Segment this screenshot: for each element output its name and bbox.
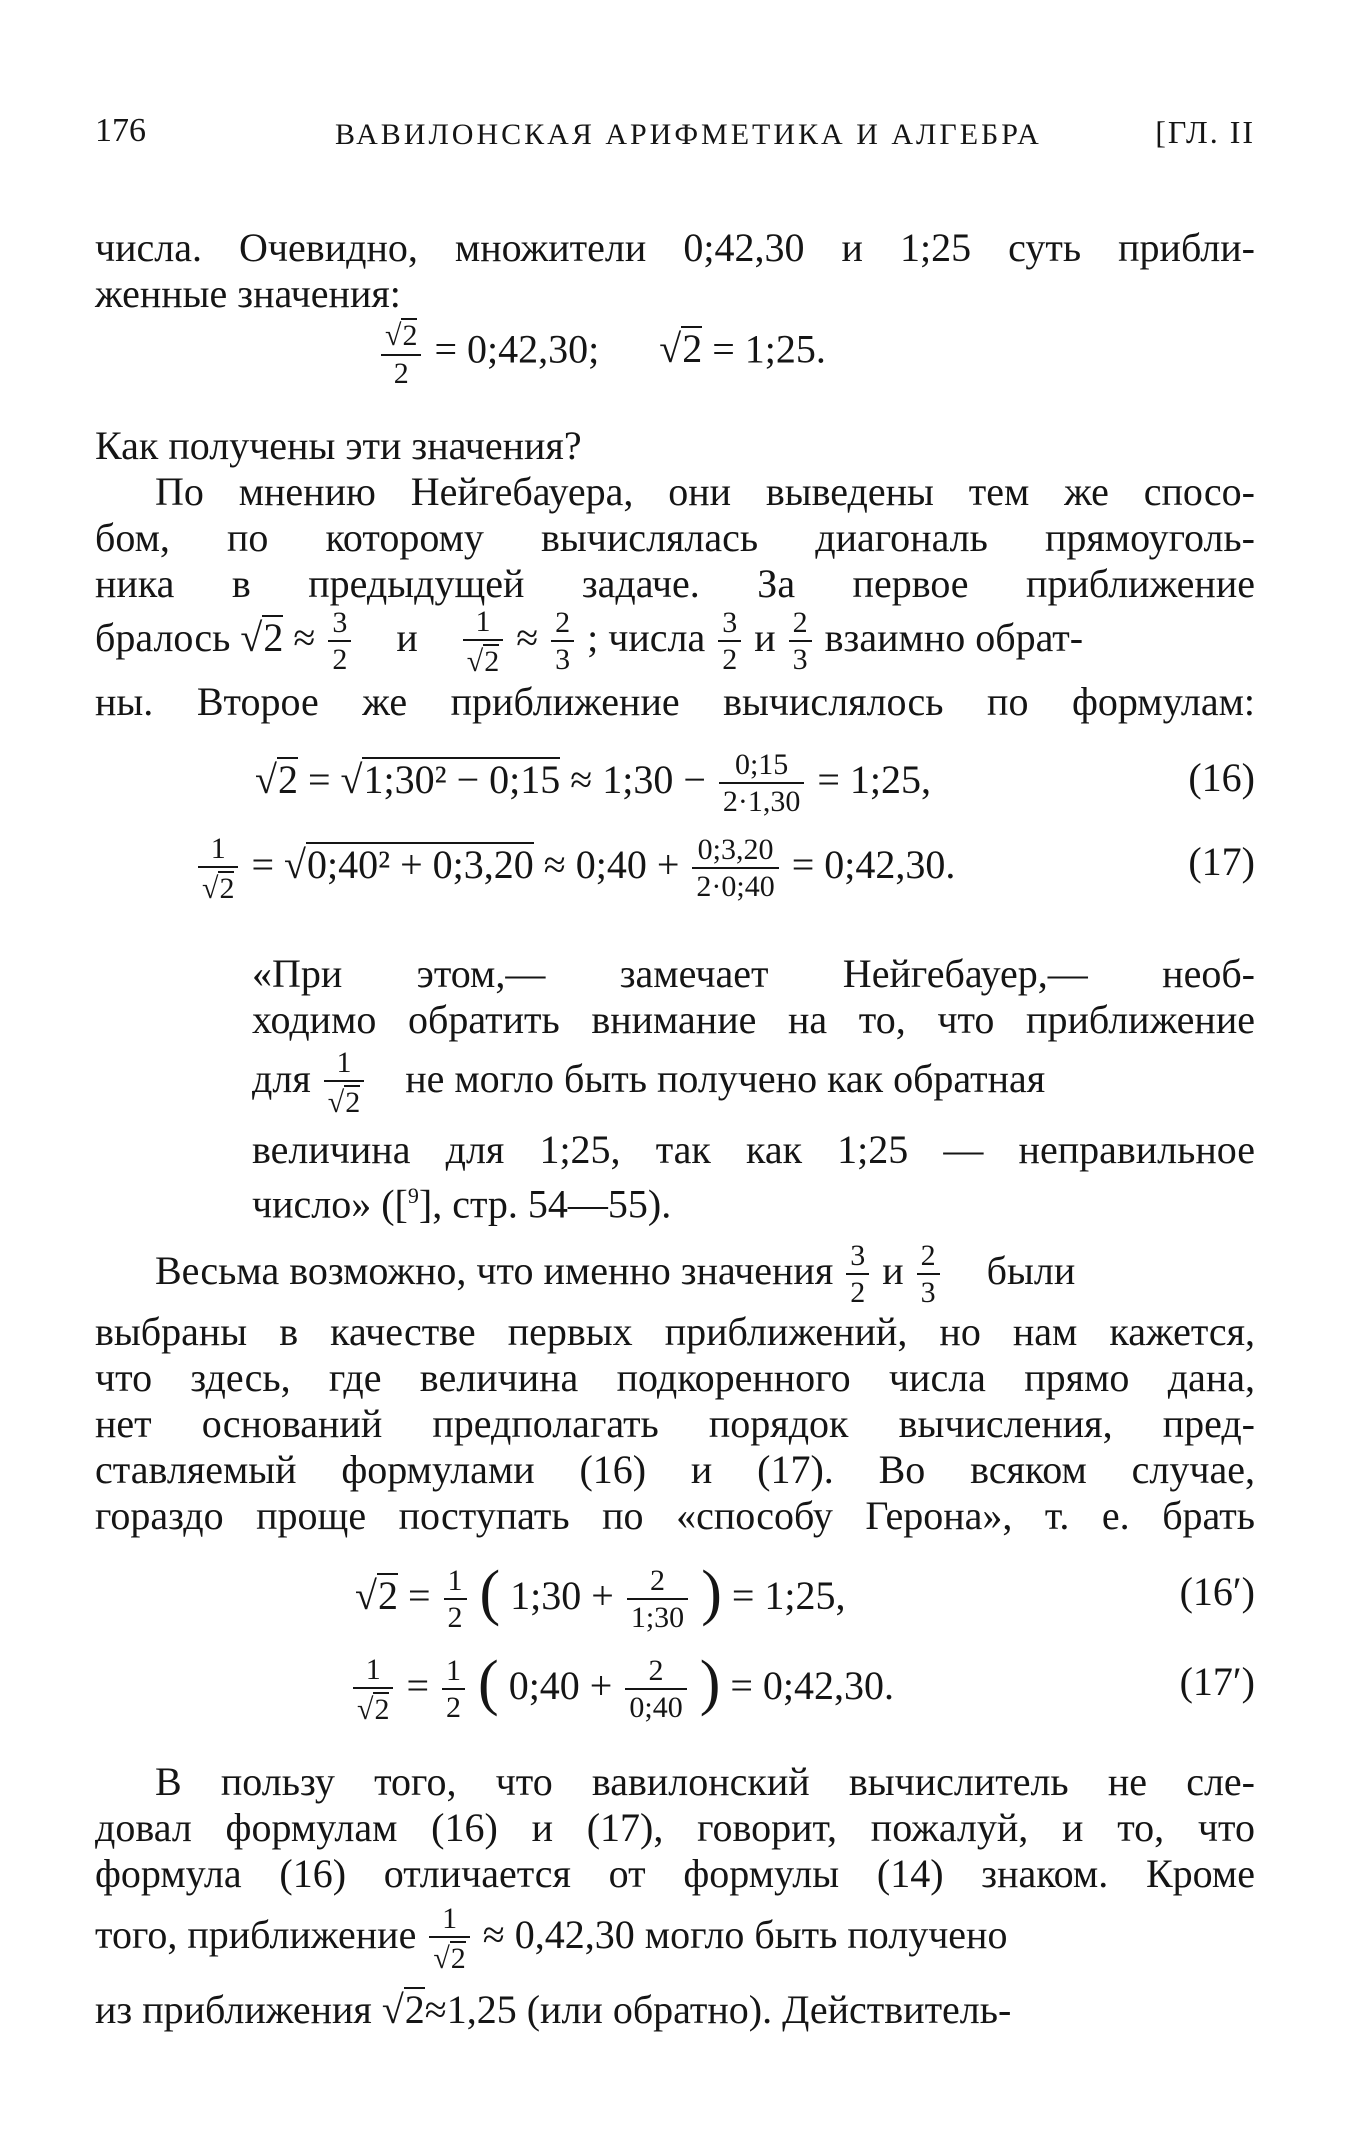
fraction: $\frac{2}{0;40}$	[625, 1656, 686, 1723]
equation-16: √2 = √1;30² − 0;15 ≈ 1;30 − $\frac{0;15}{2\cdot 1,30}$ = 1;25,	[255, 740, 931, 820]
fraction-3-2: $\frac{3}{2}$	[328, 608, 351, 675]
text-line: выбраны в качестве первых приближений, но нам кажется,	[95, 1309, 1255, 1354]
fraction-1-sqrt2: $\frac{1}{√2}$	[324, 1048, 364, 1119]
text-line-with-fractions: Весьма возможно, что именно значения $\frac{3}{2}$ и $\frac{2}{3}$ были	[155, 1239, 1076, 1310]
equation-17-prime: $\frac{1}{√2}$ = $\frac{1}{2}$ ( 0;40 + $\frac{2}{0;40}$ ) = 0;42,30.	[350, 1638, 894, 1734]
equation-sqrt2	[378, 318, 826, 389]
text-line-with-radical: из приближения √2≈1,25 (или обратно). Действитель-	[95, 1984, 1255, 2036]
citation-ref: 9	[407, 1183, 419, 1208]
fraction: $\frac{0;3,20}{2\cdot 0;40}$	[692, 835, 778, 902]
quote-line-with-fraction: для $\frac{1}{√2}$ не могло быть получено как обратная	[252, 1045, 1046, 1119]
fraction-one-half: $\frac{1}{2}$	[442, 1656, 465, 1723]
radical: √2	[355, 1573, 398, 1618]
text-line: Как получены эти значения?	[95, 423, 582, 468]
fraction-2-3: $\frac{2}{3}$	[917, 1241, 940, 1308]
radical: √2	[659, 326, 703, 372]
text-line: довал формулам (16) и (17), говорит, пожалуй, и то, что	[95, 1805, 1255, 1850]
radical: √1;30² − 0;15	[340, 757, 561, 802]
text-line: женные значения:	[95, 271, 401, 316]
radical: √2	[385, 319, 418, 352]
equation-number: (16)	[1188, 755, 1255, 800]
radical: √2	[240, 615, 284, 660]
fraction: $\frac{2}{1;30}$	[627, 1566, 688, 1633]
text-line: формула (16) отличается от формулы (14) знаком. Кроме	[95, 1851, 1255, 1896]
fraction: $\frac{√2}{2}$	[381, 318, 421, 389]
page-number: 176	[95, 112, 146, 149]
fraction-3-2: $\frac{3}{2}$	[718, 608, 741, 675]
fraction-1-sqrt2: $\frac{1}{√2}$	[429, 1904, 469, 1975]
equation-number: (17′)	[1179, 1659, 1255, 1704]
radical: √2	[255, 757, 298, 802]
text-line: В пользу того, что вавилонский вычислитель не сле-	[155, 1759, 1255, 1804]
text-line: ника в предыдущей задаче. За первое приближение	[95, 561, 1255, 606]
text-line: гораздо проще поступать по «способу Герона», т. е. брать	[95, 1493, 1255, 1538]
equation-16-prime: √2 = $\frac{1}{2}$ ( 1;30 + $\frac{2}{1;30}$ ) = 1;25,	[355, 1548, 846, 1644]
equation-17: $\frac{1}{√2}$ = √0;40² + 0;3,20 ≈ 0;40 + $\frac{0;3,20}{2\cdot 0;40}$ = 0;42,30.	[195, 820, 955, 910]
radical: √0;40² + 0;3,20	[284, 842, 534, 887]
text-line-with-fractions: бралось √2 ≈ $\frac{3}{2}$ и $\frac{1}{√2}$ ≈ $\frac{2}{3}$ ; числа $\frac{3}{2}$ и $\frac{2}{3}$ взаимно обрат-	[95, 598, 1255, 678]
fraction-3-2: $\frac{3}{2}$	[846, 1241, 869, 1308]
quote-line: ходимо обратить внимание на то, что приближение	[252, 997, 1255, 1042]
text-line: По мнению Нейгебауера, они выведены тем же спосо-	[155, 469, 1255, 514]
running-title: ВАВИЛОНСКАЯ АРИФМЕТИКА И АЛГЕБРА	[335, 118, 1042, 151]
text-line: нет оснований предполагать порядок вычисления, пред-	[95, 1401, 1255, 1446]
equation-number: (17)	[1188, 839, 1255, 884]
fraction-1-sqrt2: $\frac{1}{√2}$	[353, 1655, 393, 1726]
equation-number: (16′)	[1179, 1569, 1255, 1614]
fraction-2-3: $\frac{2}{3}$	[551, 608, 574, 675]
text-line: бом, по которому вычислялась диагональ прямоуголь-	[95, 515, 1255, 560]
text-line: числа. Очевидно, множители 0;42,30 и 1;25 суть прибли-	[95, 225, 1255, 270]
fraction-1-sqrt2: $\frac{1}{√2}$	[198, 834, 238, 905]
quote-line: величина для 1;25, так как 1;25 — неправильное	[252, 1127, 1255, 1172]
text-line: ны. Второе же приближение вычислялось по формулам:	[95, 679, 1255, 724]
fraction-one-half: $\frac{1}{2}$	[444, 1566, 467, 1633]
equation-value: = 0;42,30;	[434, 326, 600, 372]
text-line: ставляемый формулами (16) и (17). Во всяком случае,	[95, 1447, 1255, 1492]
equation-value: = 1;25.	[712, 326, 826, 372]
fraction: $\frac{0;15}{2\cdot 1,30}$	[719, 750, 805, 817]
fraction-2-3: $\frac{2}{3}$	[789, 608, 812, 675]
quote-line: число» ([$^9$], стр. 54—55).	[252, 1181, 672, 1227]
text-line: что здесь, где величина подкоренного числа прямо дана,	[95, 1355, 1255, 1400]
quote-line: «При этом,— замечает Нейгебауер,— необ-	[252, 951, 1255, 996]
text-line-with-fraction: того, приближение $\frac{1}{√2}$ ≈ 0,42,30 могло быть получено	[95, 1901, 1008, 1975]
running-header	[95, 112, 1255, 172]
chapter-marker: [ГЛ. II	[1155, 114, 1255, 150]
radical: √2	[381, 1987, 425, 2032]
fraction-1-sqrt2: $\frac{1}{√2}$	[463, 607, 503, 678]
